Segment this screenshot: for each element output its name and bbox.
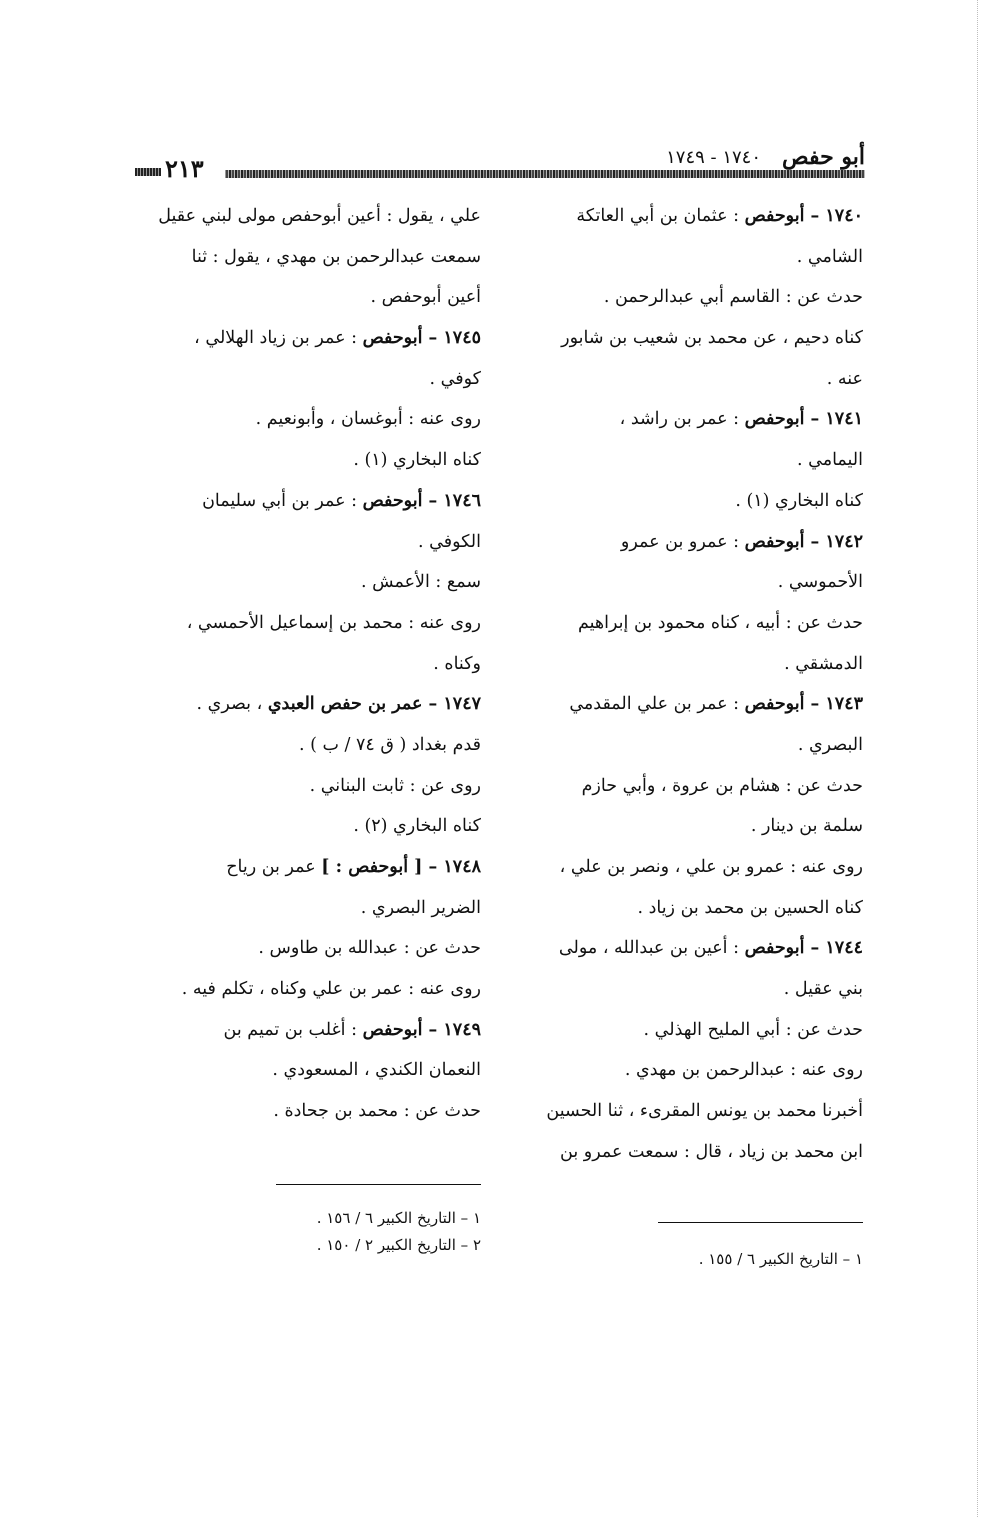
text-line: [131, 603, 481, 644]
entry-heading-line: [131, 1010, 481, 1051]
entry-kunya: أبوحفص: [362, 490, 423, 511]
line-text: كناه البخاري (٢) .: [353, 816, 481, 837]
text-line: [513, 644, 863, 685]
entry-number: ١٧٤١ –: [804, 409, 863, 430]
line-text: حدث عن : محمد بن جحادة .: [273, 1101, 481, 1122]
line-text: كناه دحيم ، عن محمد بن شعيب بن شابور: [561, 328, 863, 349]
line-text: الأحموسي .: [777, 572, 863, 593]
line-text: كوفي .: [429, 368, 481, 389]
entry-number: ١٧٤٠ –: [804, 206, 863, 226]
line-text: روى عنه : عمر بن علي وكناه ، تكلم فيه .: [181, 979, 481, 1000]
line-text: ، بصري .: [196, 694, 268, 715]
text-line: [131, 969, 481, 1010]
line-text: روى عنه : أبوغسان ، وأبونعيم .: [255, 409, 481, 430]
line-text: بني عقيل .: [783, 979, 863, 1000]
text-line: [513, 603, 863, 644]
text-line: [513, 888, 863, 929]
text-line: [131, 725, 481, 766]
line-text: حدث عن : عبدالله بن طاوس .: [258, 938, 481, 959]
line-text: سمع : الأعمش .: [361, 572, 481, 593]
text-line: [513, 318, 863, 359]
text-line: [513, 766, 863, 807]
entry-kunya: عمر بن حفص العبدي: [267, 694, 423, 715]
line-text: روى عنه : محمد بن إسماعيل الأحمسي ،: [186, 612, 481, 633]
text-line: [513, 440, 863, 481]
text-line: [131, 928, 481, 969]
header-ornamental-rule: [223, 170, 865, 178]
text-line: [513, 847, 863, 888]
footnote: ٢ – التاريخ الكبير ٢ / ١٥٠ .: [316, 1236, 481, 1254]
entry-heading-line: [513, 928, 863, 969]
text-line: [513, 237, 863, 278]
text-line: [131, 196, 481, 237]
text-line: [513, 1050, 863, 1091]
entry-number: ١٧٤٣ –: [804, 694, 863, 715]
line-text: وكناه .: [433, 653, 481, 674]
text-line: [131, 359, 481, 400]
entry-heading-line: [513, 399, 863, 440]
footnote: ١ – التاريخ الكبير ٦ / ١٥٥ .: [698, 1250, 863, 1268]
line-text: سمعت عبدالرحمن بن مهدي ، يقول : ثنا: [191, 246, 481, 267]
line-text: النعمان الكندي ، المسعودي .: [272, 1060, 481, 1081]
entry-kunya: أبوحفص: [362, 328, 423, 349]
text-line: [131, 237, 481, 278]
line-text: حدث عن : أبيه ، كناه محمود بن إبراهيم: [577, 612, 863, 633]
text-line: [131, 277, 481, 318]
line-text: حدث عن : أبي المليح الهذلي .: [643, 1019, 863, 1040]
line-text: ابن محمد بن زياد ، قال : سمعت عمرو بن: [560, 1141, 863, 1162]
line-text: أخبرنا محمد بن يونس المقرىء ، ثنا الحسين: [546, 1101, 863, 1122]
line-text: الضرير البصري .: [360, 897, 481, 918]
entry-heading-line: [513, 196, 863, 237]
text-line: [131, 1050, 481, 1091]
line-text: قدم بغداد ( ق ٧٤ / ب ) .: [298, 734, 481, 755]
line-text: البصري .: [797, 734, 863, 755]
line-text: : أعين بن عبدالله ، مولى: [558, 938, 745, 959]
right-footnote-rule: [658, 1222, 863, 1223]
entry-number: ١٧٤٨ –: [422, 857, 481, 877]
line-text: : عمر بن زياد الهلالي ،: [194, 328, 363, 349]
entry-number: ١٧٤٧ –: [422, 694, 481, 715]
line-text: عمر بن رياح: [226, 857, 322, 877]
text-line: [131, 766, 481, 807]
entry-number: ١٧٤٥ –: [422, 328, 481, 349]
right-footnotes: [523, 1246, 863, 1273]
entry-kunya: أبوحفص: [744, 206, 805, 226]
text-line: [513, 806, 863, 847]
entry-kunya: أبوحفص: [362, 1019, 423, 1040]
line-text: كناه البخاري (١) .: [735, 490, 863, 511]
footnote: ١ – التاريخ الكبير ٦ / ١٥٦ .: [316, 1209, 481, 1227]
entry-kunya: أبوحفص: [744, 531, 805, 552]
line-text: : عثمان بن أبي العاتكة: [576, 206, 745, 226]
line-text: سلمة بن دينار .: [750, 816, 863, 837]
line-text: روى عنه : عبدالرحمن بن مهدي .: [624, 1060, 863, 1081]
line-text: روى عنه : عمرو بن علي ، ونصر بن علي ،: [559, 857, 863, 877]
line-text: كناه البخاري (١) .: [353, 450, 481, 471]
text-line: [513, 481, 863, 522]
text-line: [513, 725, 863, 766]
text-line: [131, 399, 481, 440]
text-line: [131, 806, 481, 847]
entry-kunya: أبوحفص: [744, 409, 805, 430]
entry-heading-line: [131, 847, 481, 888]
text-line: [513, 562, 863, 603]
line-text: عنه .: [826, 368, 863, 389]
entry-heading-line: [131, 481, 481, 522]
entry-heading-line: [131, 684, 481, 725]
entry-kunya: [ أبوحفص : ]: [321, 857, 423, 877]
line-text: : عمرو بن عمرو: [620, 531, 745, 552]
text-line: [131, 644, 481, 685]
line-text: كناه الحسين بن محمد بن زياد .: [637, 897, 863, 918]
left-footnote-rule: [276, 1184, 481, 1185]
text-line: [513, 1132, 863, 1173]
line-text: : عمر بن علي المقدمي: [569, 694, 745, 715]
entry-kunya: أبوحفص: [744, 694, 805, 715]
text-line: [131, 522, 481, 563]
page-number-text: ٢١٣: [165, 154, 204, 183]
line-text: روى عن : ثابت البناني .: [309, 775, 481, 796]
page-number: [135, 154, 225, 186]
entry-heading-line: [513, 522, 863, 563]
line-text: الشامي .: [796, 246, 863, 267]
left-footnotes: [141, 1205, 481, 1259]
entry-number: ١٧٤٦ –: [422, 490, 481, 511]
line-text: حدث عن : هشام بن عروة ، وأبي حازم: [581, 775, 863, 796]
text-line: [513, 277, 863, 318]
line-text: : عمر بن راشد ،: [619, 409, 745, 430]
entry-heading-line: [513, 684, 863, 725]
text-line: [131, 440, 481, 481]
header-entry-range: ١٧٤٠ - ١٧٤٩: [666, 147, 761, 168]
binding-edge-dots: [977, 0, 978, 1517]
line-text: أعين أبوحفص .: [370, 287, 481, 308]
running-header: [135, 140, 865, 186]
text-line: [513, 359, 863, 400]
text-line: [131, 1091, 481, 1132]
entry-kunya: أبوحفص: [744, 938, 805, 959]
text-line: [131, 888, 481, 929]
line-text: : عمر بن أبي سليمان: [202, 490, 363, 511]
text-line: [131, 562, 481, 603]
header-title: أبو حفص: [782, 144, 865, 170]
left-text-column: [131, 196, 481, 1132]
line-text: علي ، يقول : أعين أبوحفص مولى لبني عقيل: [158, 206, 481, 226]
text-line: [513, 969, 863, 1010]
line-text: : أغلب بن تميم بن: [223, 1019, 363, 1040]
line-text: الكوفي .: [418, 531, 481, 552]
entry-number: ١٧٤٢ –: [804, 531, 863, 552]
right-text-column: [513, 196, 863, 1173]
text-line: [513, 1091, 863, 1132]
entry-number: ١٧٤٩ –: [422, 1019, 481, 1040]
entry-heading-line: [131, 318, 481, 359]
entry-number: ١٧٤٤ –: [804, 938, 863, 959]
line-text: اليمامي .: [796, 450, 863, 471]
text-line: [513, 1010, 863, 1051]
line-text: حدث عن : القاسم أبي عبدالرحمن .: [603, 287, 863, 308]
line-text: الدمشقي .: [784, 653, 863, 674]
